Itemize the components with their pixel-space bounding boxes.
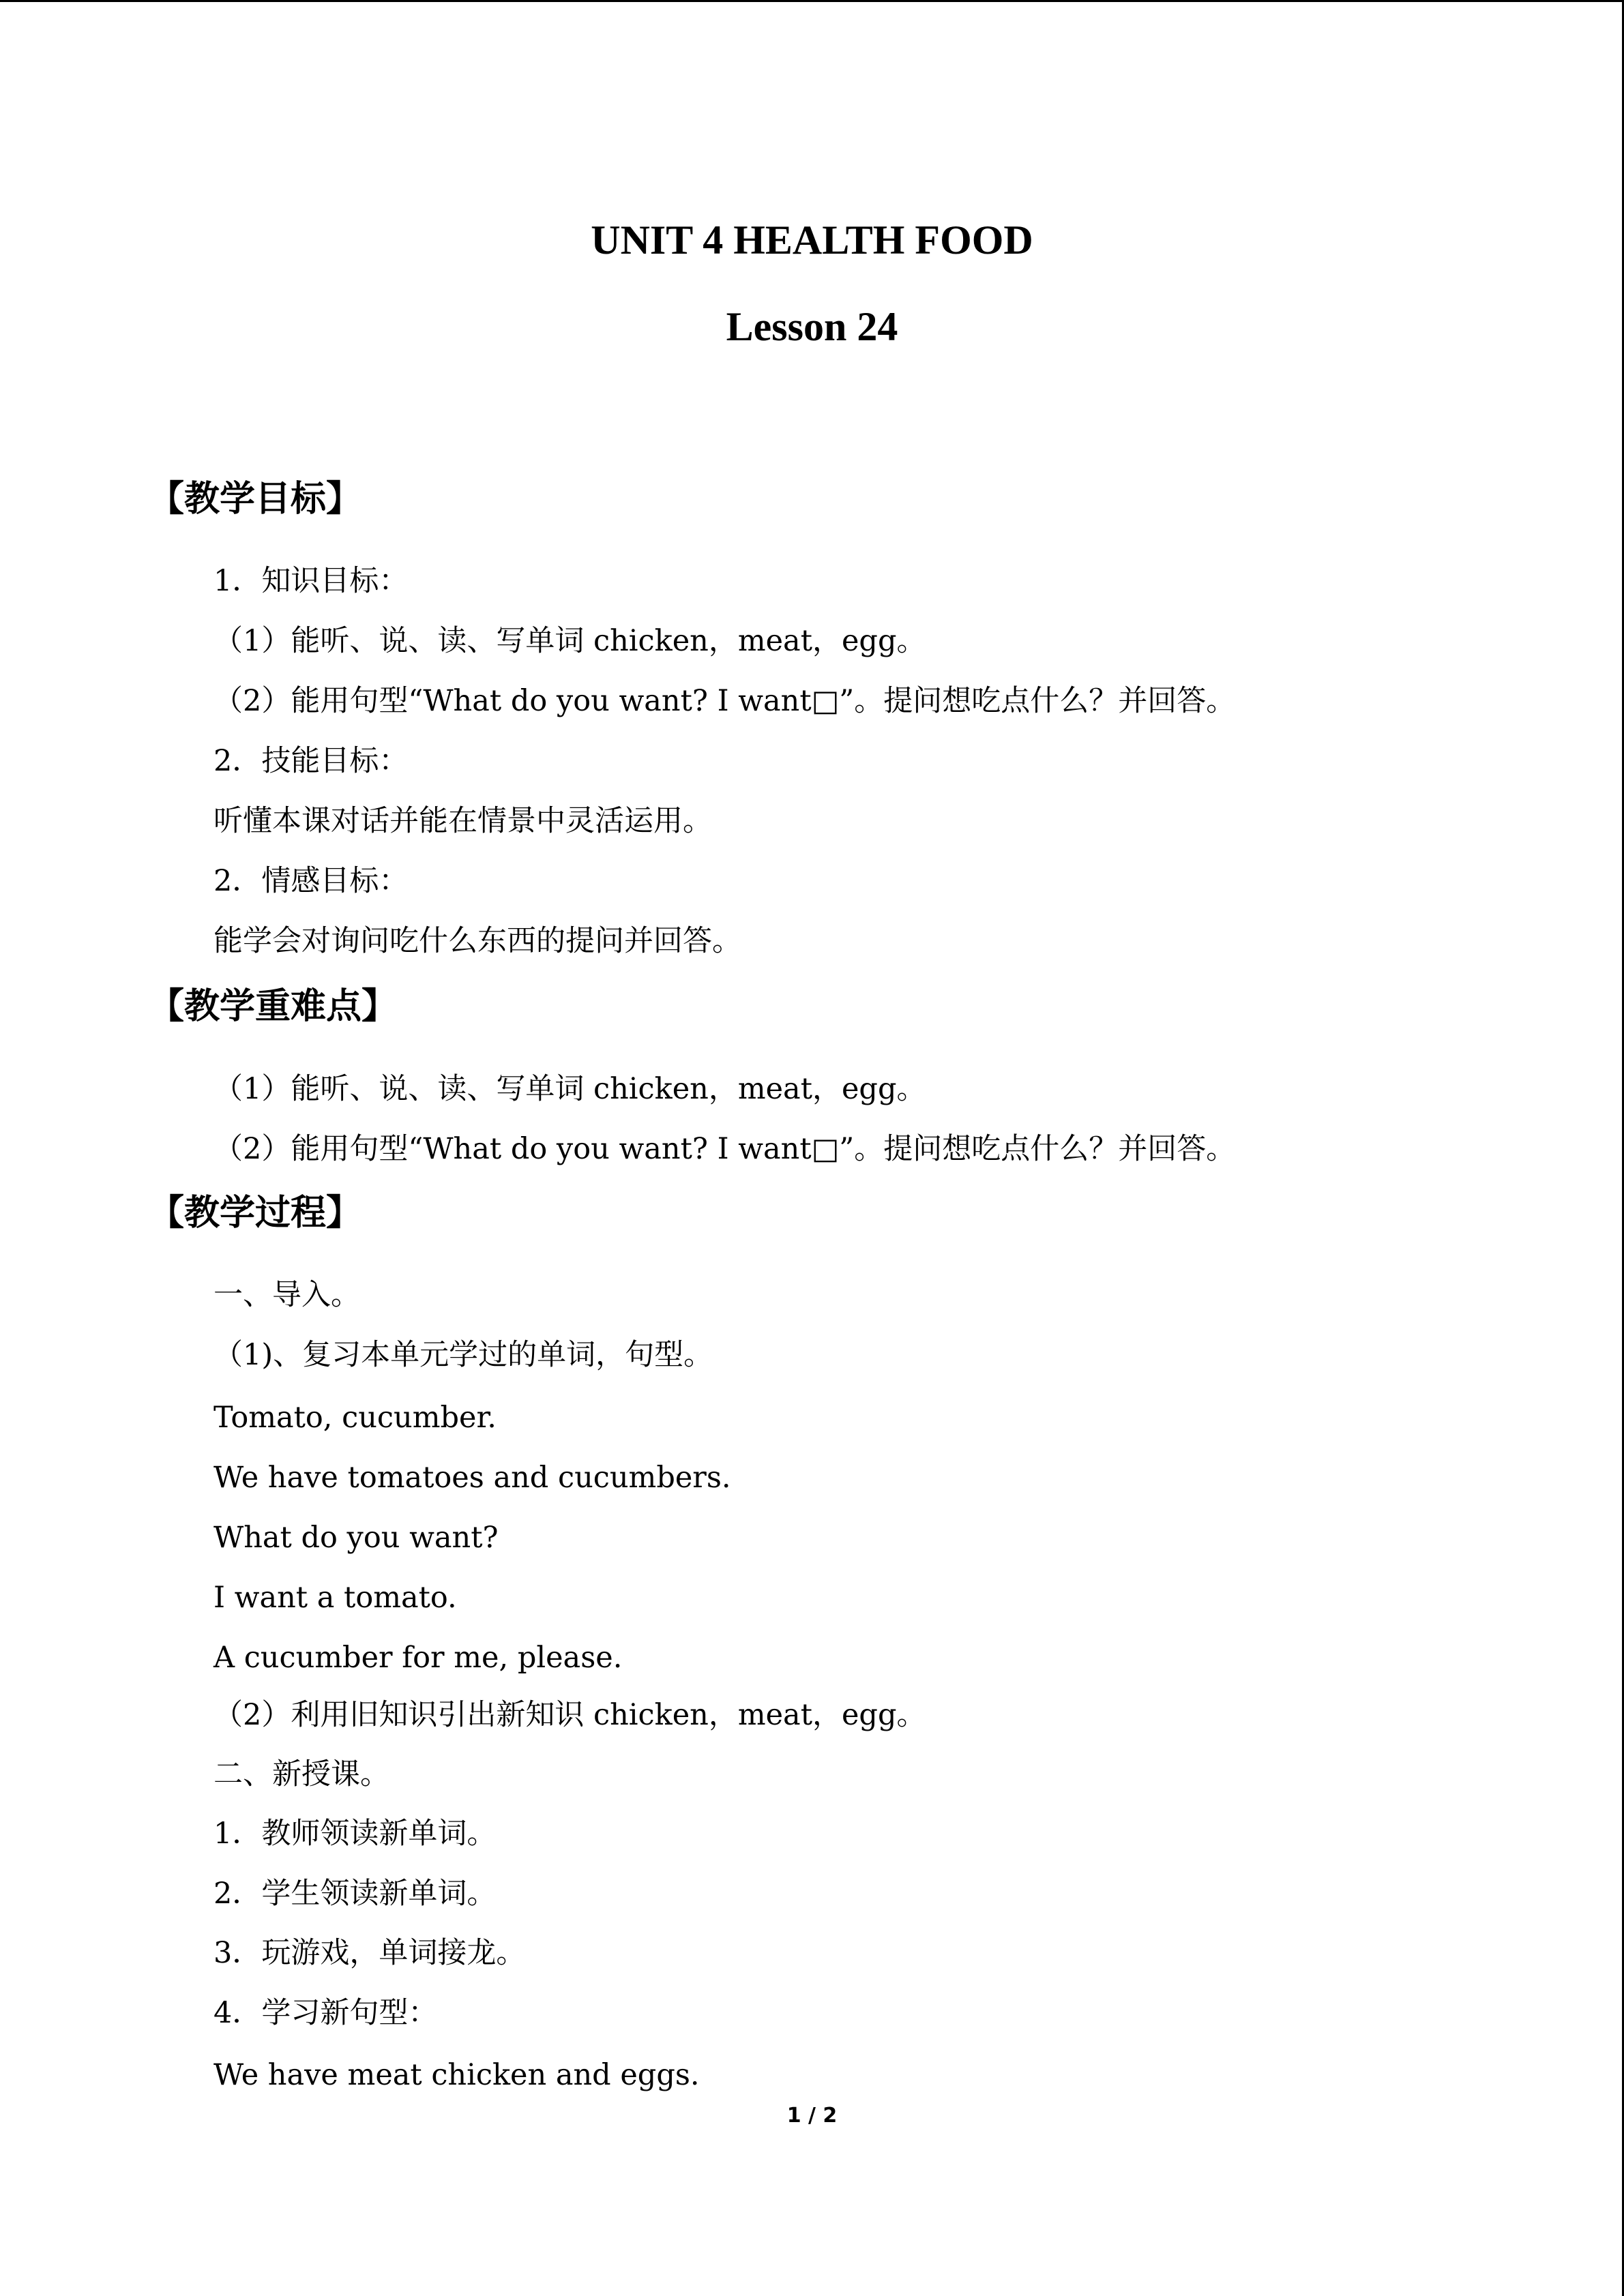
objectives-line: 1．知识目标： <box>213 564 409 598</box>
process-line: We have meat chicken and eggs. <box>213 2058 700 2092</box>
process-line: （1)、复习本单元学过的单词，句型。 <box>213 1338 713 1372</box>
process-line: 二、新授课。 <box>213 1757 389 1791</box>
objectives-heading: 【教学目标】 <box>149 479 362 520</box>
objectives-line: （1）能听、说、读、写单词 chicken，meat，egg。 <box>213 624 926 658</box>
process-line: 3．玩游戏，单词接龙。 <box>213 1936 526 1970</box>
objectives-line: 能学会对询问吃什么东西的提问并回答。 <box>213 924 741 958</box>
process-line: What do you want? <box>213 1521 499 1555</box>
process-line: Tomato, cucumber. <box>213 1401 497 1435</box>
process-line: 4．学习新句型： <box>213 1996 438 2030</box>
page-number: 1 / 2 <box>786 2104 838 2128</box>
process-line: 2．学生领读新单词。 <box>213 1877 497 1911</box>
process-line: （2）利用旧知识引出新知识 chicken，meat，egg。 <box>213 1698 926 1732</box>
process-line: We have tomatoes and cucumbers. <box>213 1461 731 1495</box>
key-points-heading: 【教学重难点】 <box>149 986 398 1027</box>
page-border-top <box>0 0 1624 2</box>
process-line: 一、导入。 <box>213 1278 360 1312</box>
objectives-line: 听懂本课对话并能在情景中灵活运用。 <box>213 804 712 838</box>
unit-title: UNIT 4 HEALTH FOOD <box>591 218 1033 263</box>
process-line: 1．教师领读新单词。 <box>213 1817 497 1851</box>
key-points-line: （1）能听、说、读、写单词 chicken，meat，egg。 <box>213 1072 926 1106</box>
process-line: A cucumber for me, please. <box>213 1641 623 1675</box>
process-heading: 【教学过程】 <box>149 1193 362 1234</box>
key-points-line: （2）能用句型“What do you want? I want□”。提问想吃点什么？并回答。 <box>213 1132 1236 1166</box>
objectives-line: （2）能用句型“What do you want? I want□”。提问想吃点什么？并回答。 <box>213 684 1236 718</box>
process-line: I want a tomato. <box>213 1581 457 1615</box>
objectives-line: 2．情感目标： <box>213 864 409 898</box>
lesson-title: Lesson 24 <box>726 304 898 349</box>
objectives-line: 2．技能目标： <box>213 744 409 778</box>
